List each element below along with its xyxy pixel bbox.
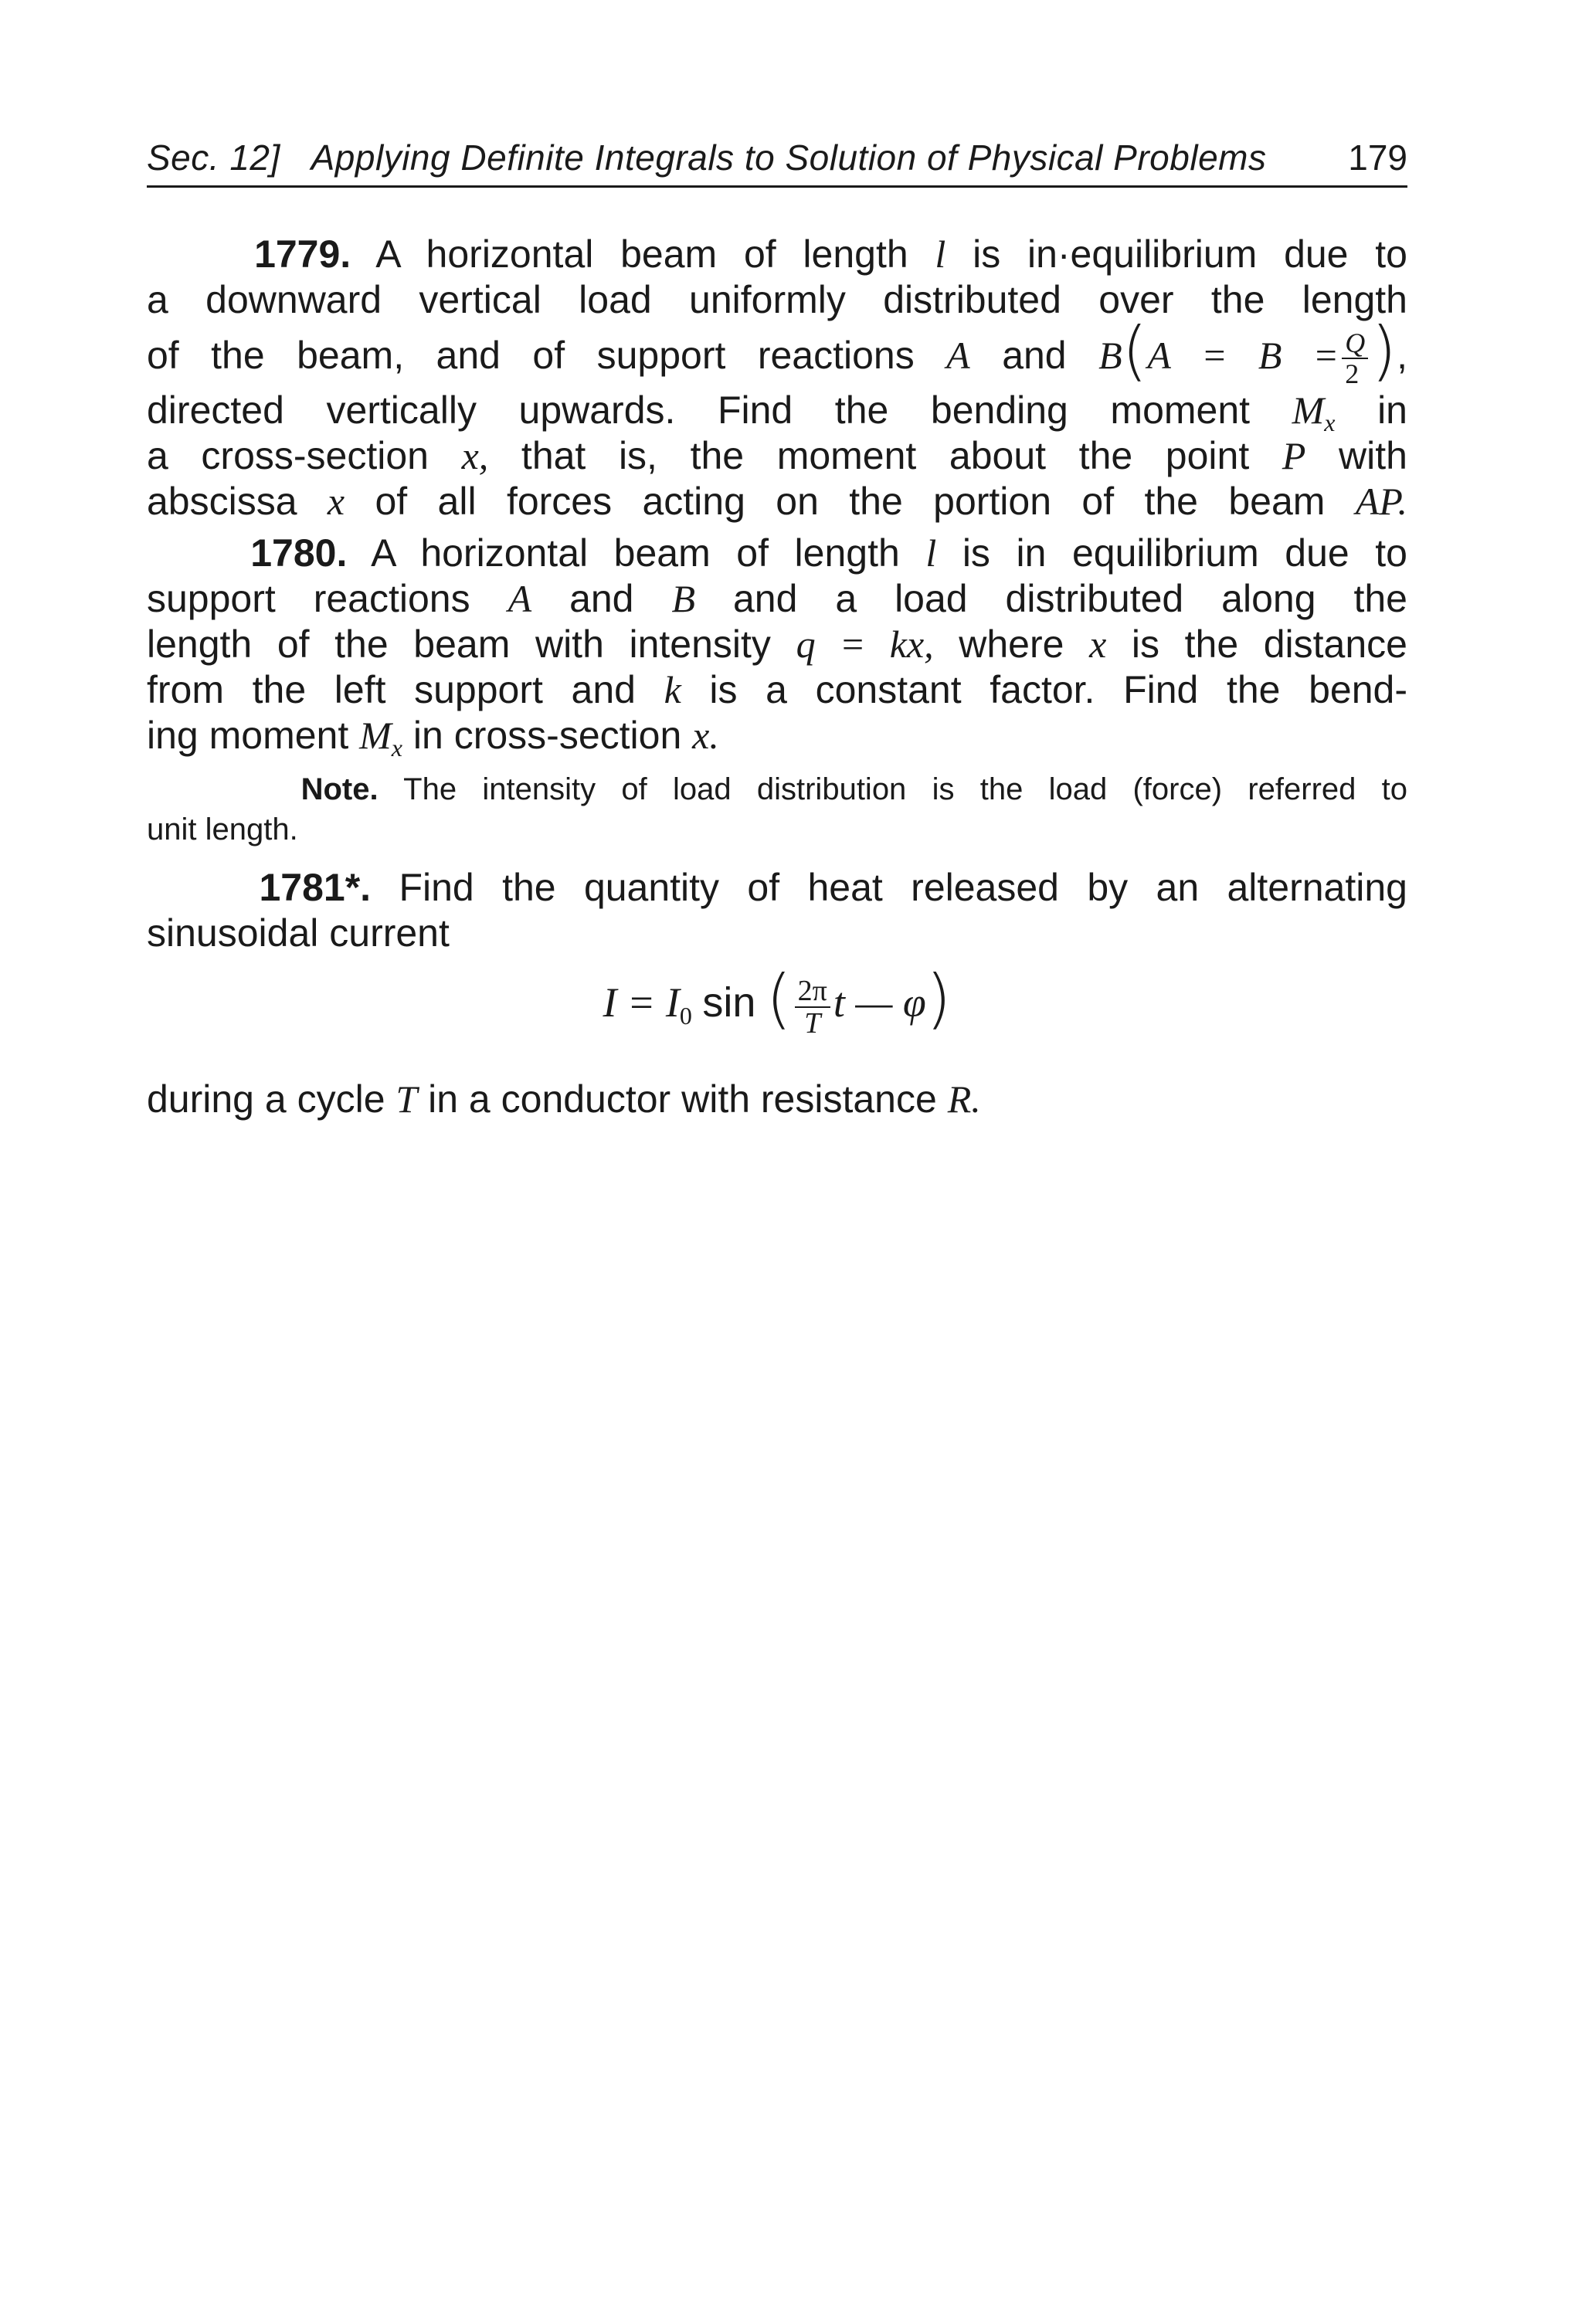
problem-1780-line-4 [147,667,1407,713]
text: ing moment [147,714,349,757]
chapter-title: Applying Definite Integrals to Solution of Physical Problems [311,137,1267,178]
variable: x. [692,714,719,757]
problem-1779-line-4 [147,388,1407,436]
problem-1779-line-5 [147,433,1407,479]
current-formula [147,961,1407,1049]
variable: T [396,1077,418,1121]
text: A horizontal beam of length [371,531,900,575]
running-head-title [147,130,1266,185]
paren-open: ( [766,961,792,1036]
fraction-denominator: T [804,1006,821,1040]
note-label: Note. [300,772,379,806]
variable: x [1089,623,1107,666]
text: of all forces acting on the portion of the beam [375,480,1326,523]
text: Find the quantity of heat released by an alternating [399,866,1407,909]
problem-1780-line-3 [147,622,1407,667]
variable: B [671,577,695,620]
text: of the beam, and of support reactions [147,334,915,377]
text: in a conductor with resistance [428,1077,937,1121]
variable: R. [947,1077,981,1121]
text: is in equilibrium due to [962,531,1407,575]
fraction-numerator: 2π [795,975,830,1008]
equation: q = kx, [796,623,934,666]
formula-subscript: 0 [679,1002,692,1030]
text: where [959,623,1064,666]
variable: x [327,480,345,523]
formula-function: sin [702,979,756,1026]
fraction [1342,328,1368,388]
page-number: 179 [1348,137,1407,178]
text: with [1339,434,1407,477]
text: in cross-section [412,714,682,757]
text: from the left support and [147,668,636,711]
text: in [1377,388,1407,432]
note-line-1 [147,769,1407,809]
equation: A = B = [1147,334,1339,377]
running-head [147,130,1407,185]
text: during a cycle [147,1077,385,1121]
problem-number: 1779. [254,232,351,276]
variable: k [664,668,681,711]
text: a cross-section [147,434,429,477]
text: length of the beam with intensity [147,623,771,666]
variable: M [359,714,392,757]
text: is in·equilibrium due to [973,232,1407,276]
problem-1780-line-2 [147,576,1407,622]
problem-1780 [147,531,1407,762]
problem-1779-line-6 [147,479,1407,524]
problem-1779-line-1 [147,232,1407,277]
formula-tail: t — φ [833,979,926,1026]
fraction [795,975,830,1039]
fraction-denominator: 2 [1345,358,1360,389]
text: is the distance [1131,623,1407,666]
section-label: Sec. 12] [147,137,280,178]
variable: B [1098,334,1122,377]
problem-1779-line-3: of the beam, and of support reactions A and B(A = B = $\frac{Q}{2}$ ), [147,313,1407,389]
problem-1781-continued [147,1077,1407,1122]
problem-number: 1780. [250,531,348,575]
problem-1780-line-5 [147,713,1407,762]
header-rule [147,185,1407,188]
problem-1781-line-3 [147,1077,1407,1122]
fraction-numerator: Q [1342,328,1368,359]
variable: AP. [1355,480,1407,523]
variable: A [508,577,532,620]
problem-1779-line-2: a downward vertical load uniformly distributed over the length [147,278,1407,321]
paren-close: ) [925,961,952,1036]
problem-1780-line-1 [147,531,1407,576]
text: is a constant factor. Find the bend- [709,668,1407,711]
text: A horizontal beam of length [375,232,908,276]
variable: P [1282,434,1306,477]
text: directed vertically upwards. Find the bending moment [147,388,1251,432]
text: abscissa [147,480,297,523]
paren-close: ) [1371,313,1397,388]
variable: l [935,232,946,276]
text: The intensity of load distribution is the load (force) referred to [403,772,1408,806]
variable: l [925,531,937,575]
problem-1781 [147,865,1407,956]
variable: x, [461,434,489,477]
text: and a load distributed along the [732,577,1407,620]
subscript: x [391,734,402,762]
problem-1781-line-2: sinusoidal current [147,911,450,955]
variable: M [1292,388,1325,432]
problem-number: 1781*. [259,866,372,909]
text: support reactions [147,577,470,620]
problem-1779 [147,232,1407,524]
formula-lhs: I = I [603,979,680,1026]
text: and [1002,334,1067,377]
subscript: x [1324,409,1336,436]
note-line-2: unit length. [147,813,298,846]
problem-1781-line-1 [147,865,1407,911]
paren-open: ( [1122,313,1148,388]
text: that is, the moment about the point [521,434,1250,477]
note [147,769,1407,850]
variable: A [946,334,970,377]
text: and [569,577,634,620]
